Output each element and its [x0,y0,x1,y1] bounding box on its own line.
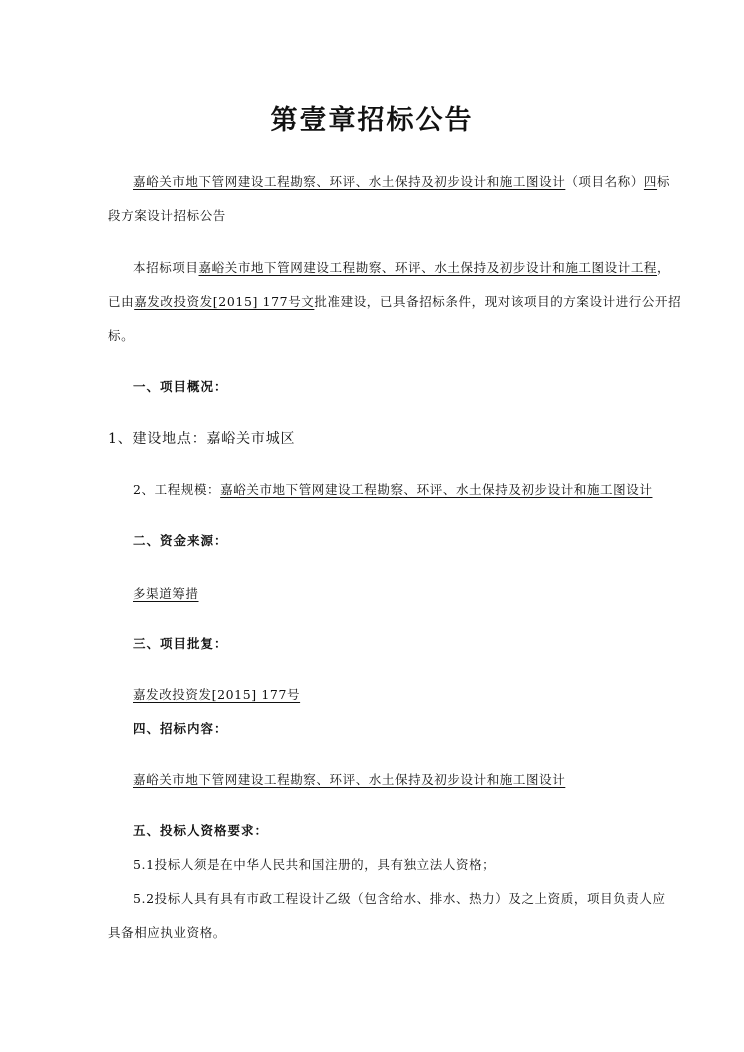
requirement-5-2-line-2: 具备相应执业资格。 [108,925,226,940]
section-4-heading: 四、招标内容： [133,721,228,736]
lot-number: 四 [643,174,658,189]
para2-line-2 [108,292,681,310]
intro-line-1 [133,172,670,190]
intro-line-2: 段方案设计招标公告 [108,208,226,223]
para2-text: ， [657,260,671,275]
funding-source: 多渠道筹措 [133,586,199,601]
project-name-note: （项目名称） [565,174,644,189]
para2-text: 本招标项目 [133,260,199,275]
project-name: 嘉峪关市地下管网建设工程勘察、环评、水土保持及初步设计和施工图设计 [133,174,566,189]
project-full-name: 嘉峪关市地下管网建设工程勘察、环评、水土保持及初步设计和施工图设计工程 [198,260,658,275]
para2-text: 已由 [108,294,135,309]
section-1-heading: 一、项目概况： [133,379,228,394]
requirement-5-1: 5.1投标人须是在中华人民共和国注册的，具有独立法人资格； [133,857,496,872]
section-1-item-1: 1、建设地点：嘉峪关市城区 [108,431,296,447]
page-title: 第壹章招标公告 [270,105,474,136]
section-3-heading: 三、项目批复： [133,636,228,651]
tender-content: 嘉峪关市地下管网建设工程勘察、环评、水土保持及初步设计和施工图设计 [133,772,566,787]
item-label: 2、工程规模： [133,482,221,497]
para2-text: 批准建设，已具备招标条件，现对该项目的方案设计进行公开招 [314,294,682,309]
para2-line-3: 标。 [108,328,135,343]
project-scale: 嘉峪关市地下管网建设工程勘察、环评、水土保持及初步设计和施工图设计 [220,482,653,497]
requirement-5-2-line-1: 5.2投标人具有具有市政工程设计乙级（包含给水、排水、热力）及之上资质，项目负责人应 [133,891,666,906]
approval-number: 嘉发改投资发[2015] 177号 [133,687,301,702]
approval-doc-number: 嘉发改投资发[2015] 177号文 [134,294,315,309]
section-2-heading: 二、资金来源： [133,533,228,548]
section-5-heading: 五、投标人资格要求： [133,823,269,838]
intro-text: 标 [657,174,671,189]
section-1-item-2 [133,480,652,498]
para2-line-1 [133,258,670,276]
